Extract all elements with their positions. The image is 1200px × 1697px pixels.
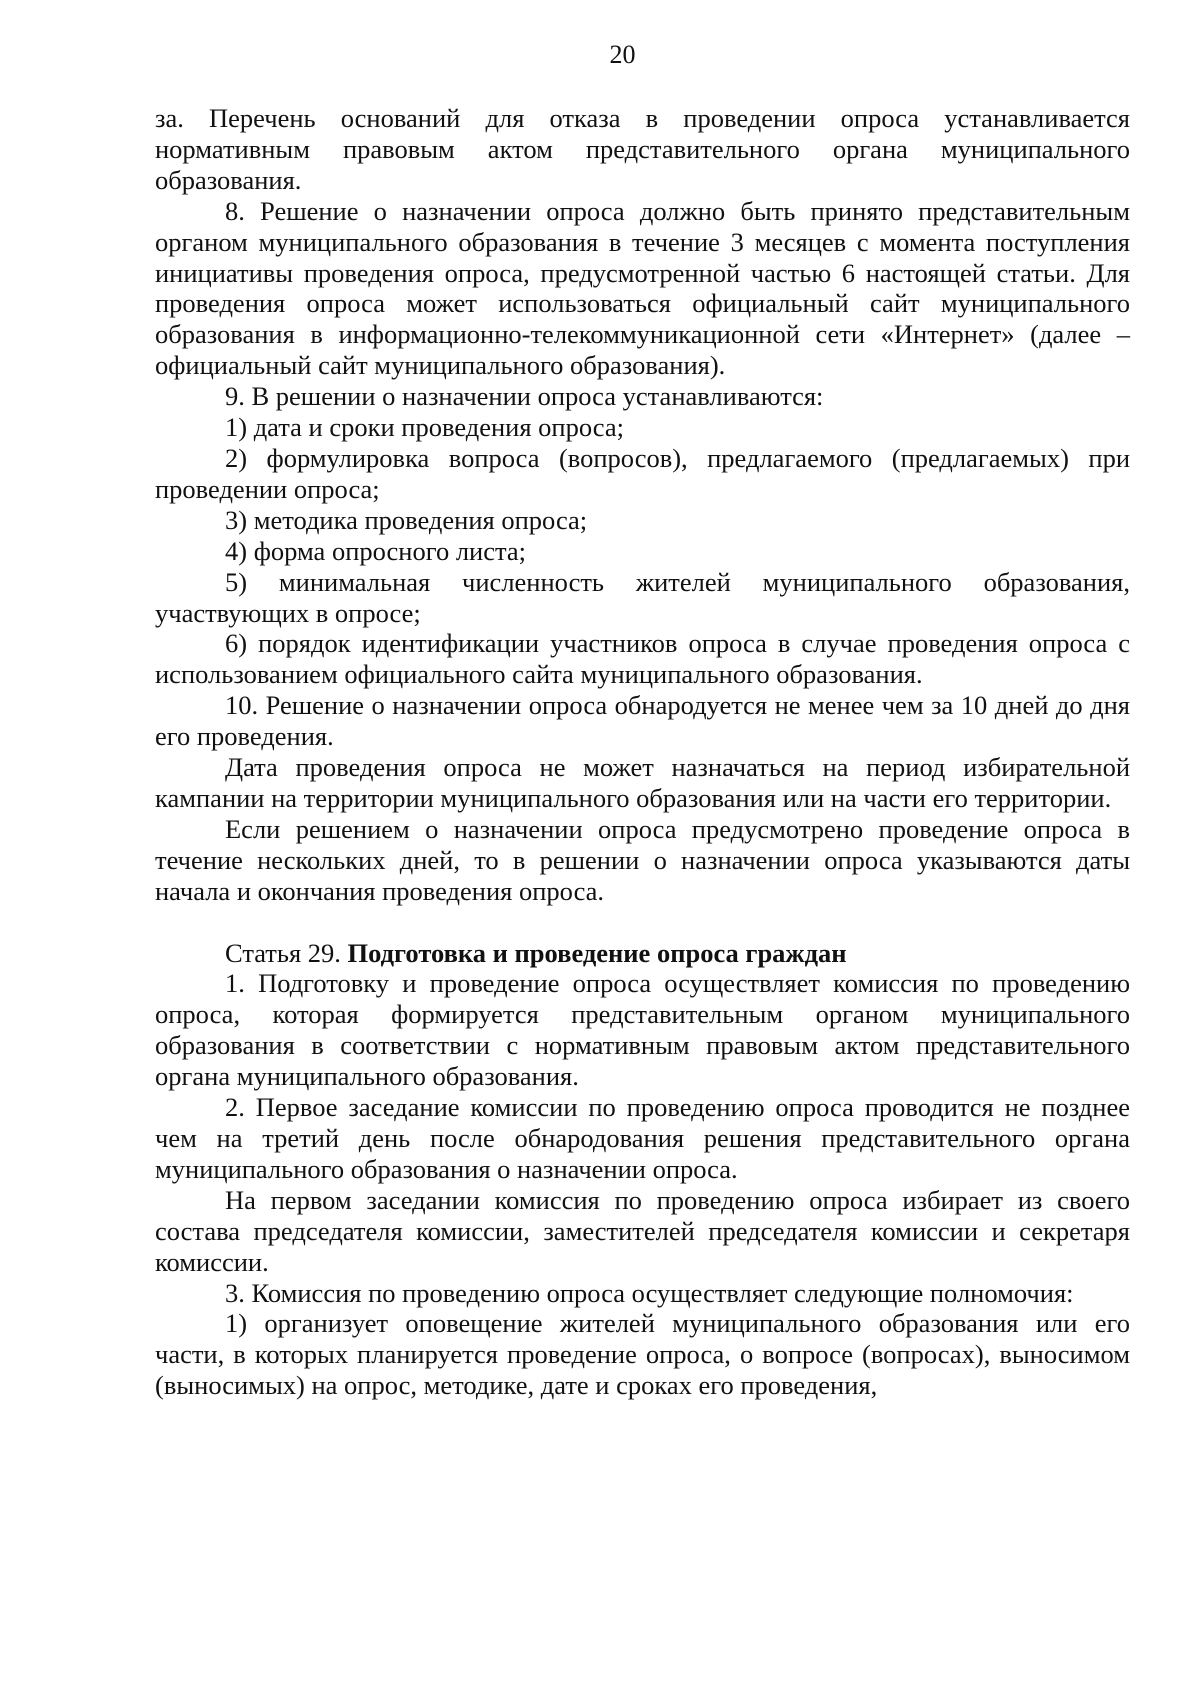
list-item-2: 2) формулировка вопроса (вопросов), предлагаемого (предлагаемых) при проведении опроса; xyxy=(155,442,1130,504)
paragraph-multi-day: Если решением о назначении опроса предусмотрено проведение опроса в течение нескольких дней, то в решении о назначении опроса указываются даты начала и окончания проведения опроса. xyxy=(155,813,1130,906)
paragraph-list-item-3a: за. Перечень оснований для отказа в проведении опроса устанавливается нормативным правовым актом представительного органа муниципального образования. xyxy=(155,103,1130,195)
list-item-3: 3) методика проведения опроса; xyxy=(225,504,588,535)
article-paragraph-first-meeting: На первом заседании комиссия по проведению опроса избирает из своего состава председателя комиссии, заместителей председателя комиссии и секретаря комиссии. xyxy=(155,1184,1130,1277)
page-number: 20 xyxy=(609,40,636,69)
article-paragraph-1: 1. Подготовку и проведение опроса осуществляет комиссия по проведению опроса, которая формируется представительным органом муниципального образования в соответствии с нормативным правовым актом представительного органа муниципального образования. xyxy=(155,968,1130,1092)
article-paragraph-3: 3. Комиссия по проведению опроса осуществляет следующие полномочия: xyxy=(225,1277,1074,1308)
list-item-5: 5) минимальная численность жителей муниципального образования, участвующих в опросе; xyxy=(155,566,1130,628)
article-paragraph-2: 2. Первое заседание комиссии по проведению опроса проводится не позднее чем на третий день после обнародования решения представительного органа муниципального образования о назначении опроса. xyxy=(155,1092,1130,1184)
paragraph-date-restriction: Дата проведения опроса не может назначаться на период избирательной кампании на территории муниципального образования или на части его территории. xyxy=(155,752,1130,813)
article-heading xyxy=(155,938,1130,969)
article-list-item-1: 1) организует оповещение жителей муниципального образования или его части, в которых планируется проведение опроса, о вопросе (вопросах), выносимом (выносимых) на опрос, методике, дате и сроках его проведения, xyxy=(155,1308,1130,1401)
article-title: Подготовка и проведение опроса граждан xyxy=(347,937,847,968)
list-item-1: 1) дата и сроки проведения опроса; xyxy=(225,412,624,443)
paragraph-10: 10. Решение о назначении опроса обнародуется не менее чем за 10 дней до дня его проведения. xyxy=(155,690,1130,752)
list-item-6: 6) порядок идентификации участников опроса в случае проведения опроса с использованием официального сайта муниципального образования. xyxy=(155,628,1130,690)
article-number: Статья 29. xyxy=(225,937,348,968)
paragraph-8: 8. Решение о назначении опроса должно быть принято представительным органом муниципального образования в течение 3 месяцев с момента поступления инициативы проведения опроса, предусмотренной частью 6 настоящей статьи. Для проведения опроса может использоваться официальный сайт муниципального образования в информационно-телекоммуникационной сети «Интернет» (далее – официальный сайт муниципального образования). xyxy=(155,195,1130,381)
document-body xyxy=(155,103,1130,1401)
list-item-4: 4) форма опросного листа; xyxy=(225,535,527,566)
paragraph-9: 9. В решении о назначении опроса устанавливаются: xyxy=(225,381,824,412)
